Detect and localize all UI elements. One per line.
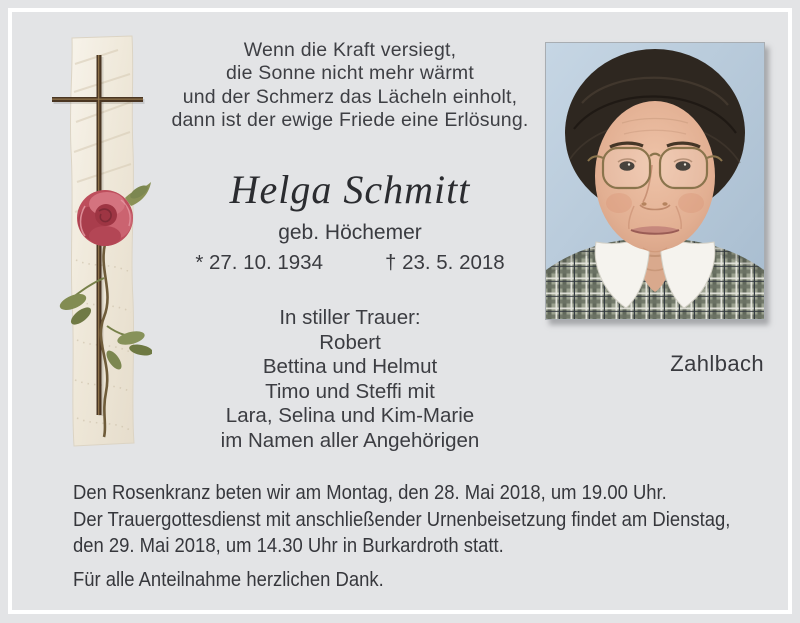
mourner-line: im Namen aller Angehörigen — [220, 428, 480, 452]
mourner-line: Lara, Selina und Kim-Marie — [225, 404, 475, 428]
cross-rose-artwork — [44, 30, 152, 450]
poem-line: die Sonne nicht mehr wärmt — [226, 62, 474, 85]
poem-line: und der Schmerz das Lächeln einholt, — [182, 85, 518, 108]
deceased-name: Helga Schmitt — [229, 167, 471, 212]
announcement-line: Der Trauergottesdienst mit anschließender Urnenbeisetzung findet am Dienstag, — [73, 507, 731, 531]
mourner-line: Timo und Steffi mit — [265, 379, 435, 403]
mourner-line: Bettina und Helmut — [262, 355, 438, 379]
maiden-name: geb. Höchemer — [278, 221, 422, 244]
portrait-photo — [545, 42, 765, 320]
life-dates — [150, 251, 550, 275]
poem-line: Wenn die Kraft versiegt, — [243, 39, 457, 61]
birth-date: * 27. 10. 1934 — [195, 251, 323, 274]
mourners-block — [150, 306, 550, 454]
poem-block — [150, 39, 550, 132]
portrait-illustration — [546, 43, 764, 319]
death-date: † 23. 5. 2018 — [384, 251, 505, 274]
thanks-line: Für alle Anteilnahme herzlichen Dank. — [73, 568, 384, 591]
mourner-line: Robert — [319, 330, 381, 354]
photo-caption: Zahlbach — [670, 351, 764, 376]
poem-line: dann ist der ewige Friede eine Erlösung. — [171, 108, 529, 131]
announcements-block — [73, 480, 730, 560]
announcement-line: Den Rosenkranz beten wir am Montag, den 28. Mai 2018, um 19.00 Uhr. — [73, 481, 667, 504]
mourners-heading: In stiller Trauer: — [279, 306, 421, 329]
announcement-line: den 29. Mai 2018, um 14.30 Uhr in Burkardroth statt. — [73, 534, 504, 558]
